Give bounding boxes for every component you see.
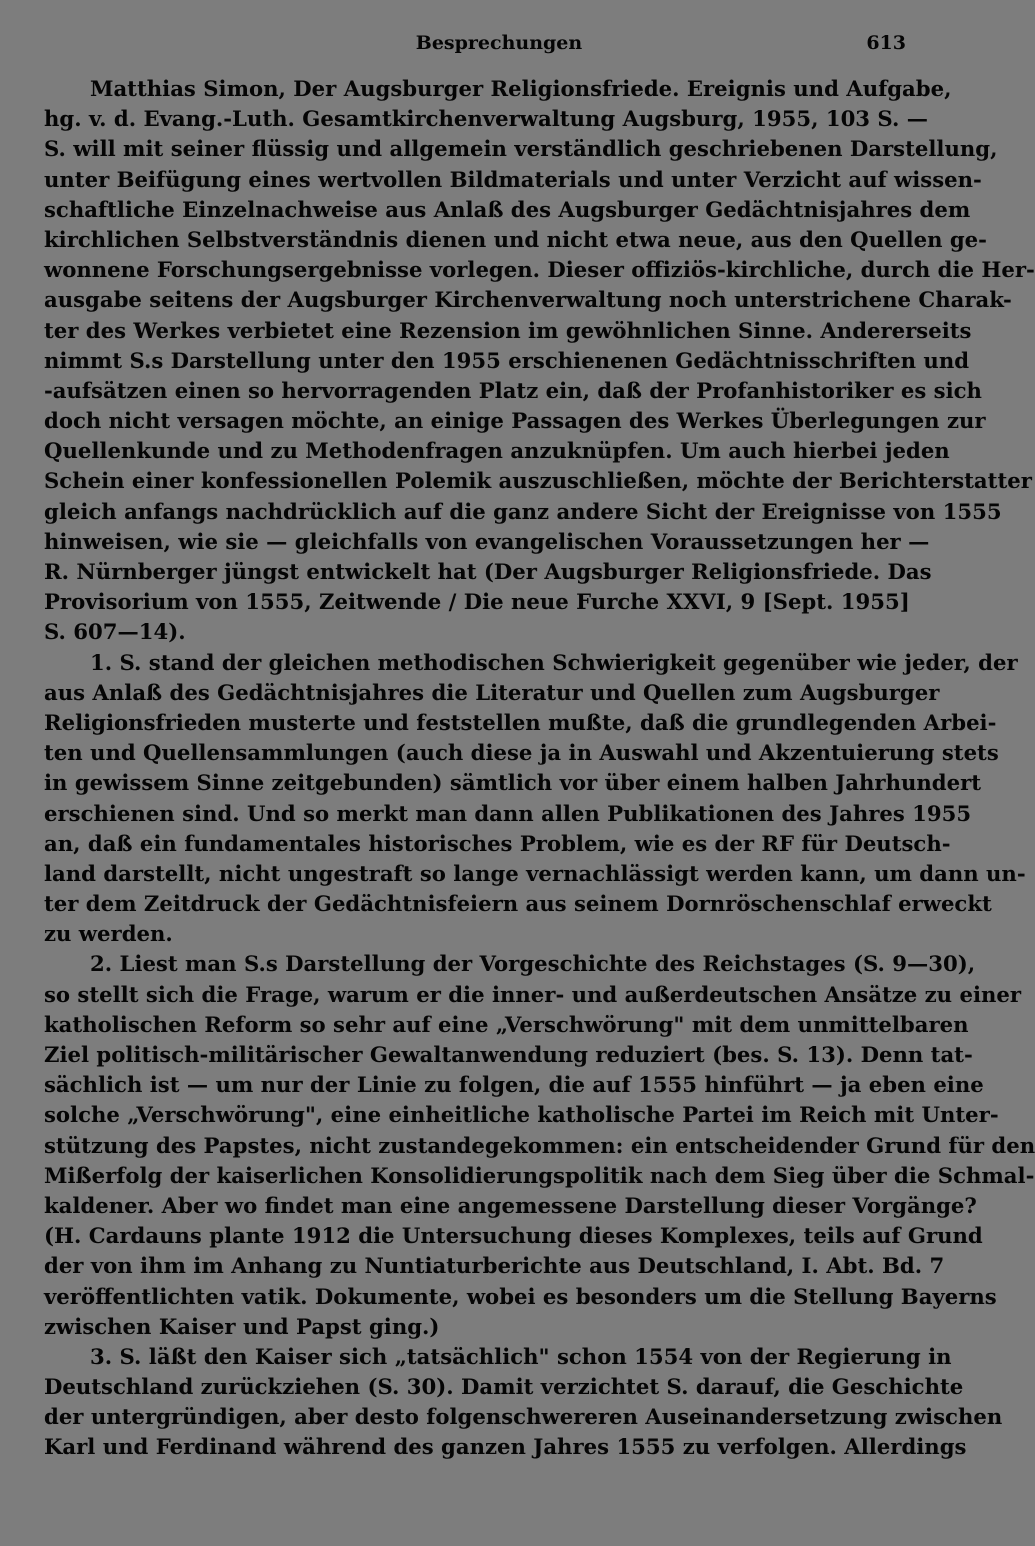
text-line: kaldener. Aber wo findet man eine angemessene Darstellung dieser Vorgänge? bbox=[44, 1192, 977, 1218]
text-line: an, daß ein fundamentales historisches Problem, wie es der RF für Deutsch- bbox=[44, 830, 951, 856]
text-line: zu werden. bbox=[44, 921, 173, 947]
text-line: katholischen Reform so sehr auf eine „Verschwörung" mit dem unmittelbaren bbox=[44, 1011, 969, 1037]
running-head bbox=[44, 26, 904, 66]
paragraph bbox=[44, 949, 1035, 1341]
text-line: wonnene Forschungsergebnisse vorlegen. Dieser offiziös-kirchliche, durch die Her- bbox=[44, 257, 1035, 283]
text-line: so stellt sich die Frage, warum er die inner- und außerdeutschen Ansätze zu einer bbox=[44, 981, 1022, 1007]
text-line: stützung des Papstes, nicht zustandegekommen: ein entscheidender Grund für den bbox=[44, 1132, 1035, 1158]
text-line: S. 607—14). bbox=[44, 619, 186, 645]
text-line: solche „Verschwörung", eine einheitliche katholische Partei im Reich mit Unter- bbox=[44, 1102, 999, 1128]
text-line: der von ihm im Anhang zu Nuntiaturberichte aus Deutschland, I. Abt. Bd. 7 bbox=[44, 1253, 945, 1279]
text-line: 1. S. stand der gleichen methodischen Schwierigkeit gegenüber wie jeder, der bbox=[90, 649, 1018, 675]
text-line: unter Beifügung eines wertvollen Bildmaterials und unter Verzicht auf wissen- bbox=[44, 166, 982, 192]
text-line: Karl und Ferdinand während des ganzen Jahres 1555 zu verfolgen. Allerdings bbox=[44, 1434, 967, 1460]
text-line: Mißerfolg der kaiserlichen Konsolidierungspolitik nach dem Sieg über die Schmal- bbox=[44, 1162, 1035, 1188]
text-line: Schein einer konfessionellen Polemik auszuschließen, möchte der Berichterstatter bbox=[44, 468, 1032, 494]
text-line: (H. Cardauns plante 1912 die Untersuchung dieses Komplexes, teils auf Grund bbox=[44, 1223, 983, 1249]
text-line: 3. S. läßt den Kaiser sich „tatsächlich" schon 1554 von der Regierung in bbox=[90, 1343, 952, 1369]
text-line: Quellenkunde und zu Methodenfragen anzuknüpfen. Um auch hierbei jeden bbox=[44, 438, 950, 464]
text-line: zwischen Kaiser und Papst ging.) bbox=[44, 1313, 440, 1339]
text-line: 2. Liest man S.s Darstellung der Vorgeschichte des Reichstages (S. 9—30), bbox=[90, 951, 976, 977]
text-line: hg. v. d. Evang.-Luth. Gesamtkirchenverwaltung Augsburg, 1955, 103 S. — bbox=[44, 106, 928, 132]
text-line: hinweisen, wie sie — gleichfalls von evangelischen Voraussetzungen her — bbox=[44, 528, 930, 554]
paragraph bbox=[44, 1342, 1003, 1463]
text-line: Provisorium von 1555, Zeitwende / Die neue Furche XXVI, 9 [Sept. 1955] bbox=[44, 589, 910, 615]
text-line: S. will mit seiner flüssig und allgemein verständlich geschriebenen Darstellung, bbox=[44, 136, 998, 162]
text-line: Religionsfrieden musterte und feststellen mußte, daß die grundlegenden Arbei- bbox=[44, 709, 997, 735]
text-line: erschienen sind. Und so merkt man dann allen Publikationen des Jahres 1955 bbox=[44, 800, 972, 826]
text-line: Deutschland zurückziehen (S. 30). Damit verzichtet S. darauf, die Geschichte bbox=[44, 1374, 964, 1400]
text-line: doch nicht versagen möchte, an einige Passagen des Werkes Überlegungen zur bbox=[44, 408, 986, 434]
text-line: ter dem Zeitdruck der Gedächtnisfeiern aus seinem Dornröschenschlaf erweckt bbox=[44, 891, 992, 917]
text-line: der untergründigen, aber desto folgenschwereren Auseinandersetzung zwischen bbox=[44, 1404, 1003, 1430]
text-line: -aufsätzen einen so hervorragenden Platz ein, daß der Profanhistoriker es sich bbox=[44, 377, 982, 403]
text-line: veröffentlichten vatik. Dokumente, wobei es besonders um die Stellung Bayerns bbox=[44, 1283, 997, 1309]
text-line: land darstellt, nicht ungestraft so lange vernachlässigt werden kann, um dann un- bbox=[44, 860, 1026, 886]
text-line: R. Nürnberger jüngst entwickelt hat (Der Augsburger Religionsfriede. Das bbox=[44, 559, 932, 584]
text-line: Matthias Simon, Der Augsburger Religionsfriede. Ereignis und Aufgabe, bbox=[90, 76, 952, 101]
text-line: schaftliche Einzelnachweise aus Anlaß des Augsburger Gedächtnisjahres dem bbox=[44, 196, 971, 222]
paragraph bbox=[44, 74, 1035, 648]
text-line: kirchlichen Selbstverständnis dienen und nicht etwa neue, aus den Quellen ge- bbox=[44, 226, 987, 252]
text-line: Ziel politisch-militärischer Gewaltanwendung reduziert (bes. S. 13). Denn tat- bbox=[44, 1042, 973, 1067]
paragraph bbox=[44, 648, 1026, 950]
text-line: ter des Werkes verbietet eine Rezension im gewöhnlichen Sinne. Andererseits bbox=[44, 317, 972, 343]
body-text bbox=[44, 74, 1035, 1463]
text-line: in gewissem Sinne zeitgebunden) sämtlich vor über einem halben Jahrhundert bbox=[44, 770, 982, 796]
text-line: ausgabe seitens der Augsburger Kirchenverwaltung noch unterstrichene Charak- bbox=[44, 287, 1012, 313]
text-line: nimmt S.s Darstellung unter den 1955 erschienenen Gedächtnisschriften und bbox=[44, 347, 970, 373]
text-line: sächlich ist — um nur der Linie zu folgen, die auf 1555 hinführt — ja eben eine bbox=[44, 1072, 984, 1098]
text-line: ten und Quellensammlungen (auch diese ja in Auswahl und Akzentuierung stets bbox=[44, 740, 999, 766]
text-line: gleich anfangs nachdrücklich auf die ganz andere Sicht der Ereignisse von 1555 bbox=[44, 498, 1002, 524]
page-number: 613 bbox=[866, 32, 906, 54]
running-title: Besprechungen bbox=[415, 32, 583, 54]
text-line: aus Anlaß des Gedächtnisjahres die Literatur und Quellen zum Augsburger bbox=[44, 679, 940, 705]
